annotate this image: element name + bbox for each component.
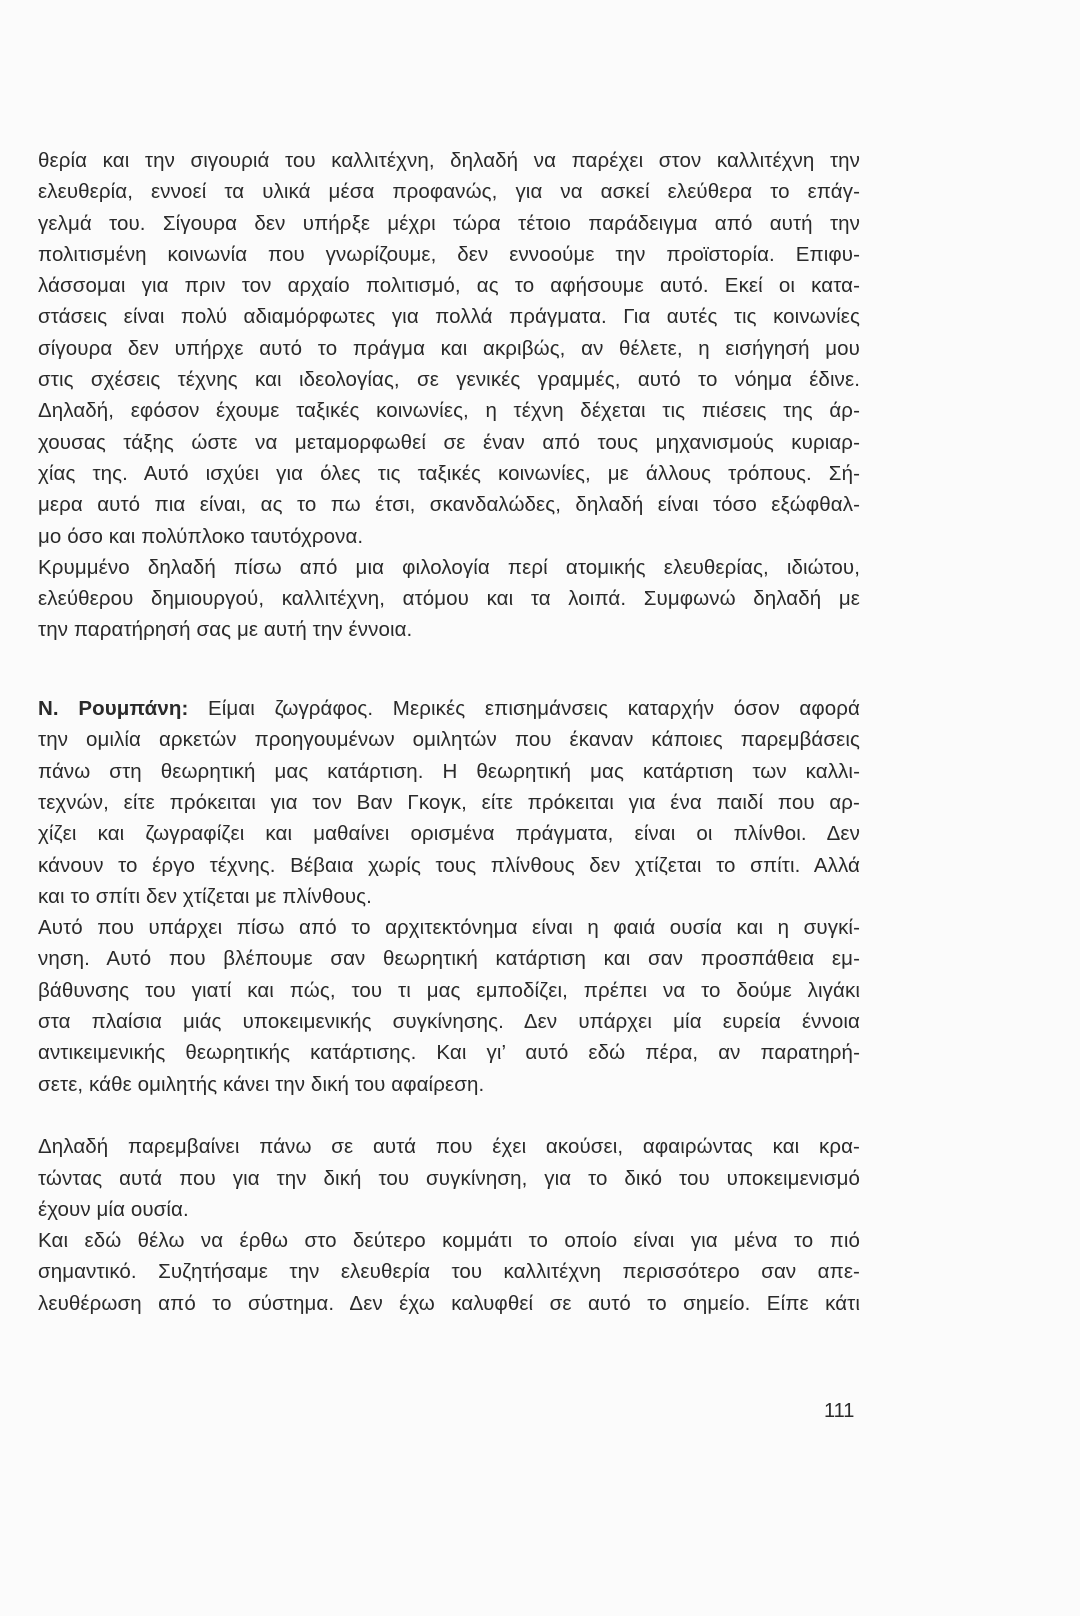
text-line: θερία και την σιγουριά του καλλιτέχνη, δηλαδή να παρέχει στον καλλιτέχνη την [38,149,860,172]
text-line: την ομιλία αρκετών προηγουμένων ομιλητών που έκαναν κάποιες παρεμβάσεις [38,728,860,752]
text-line: βάθυνσης του γιατί και πώς, του τι μας εμποδίζει, πρέπει να το δούμε λιγάκι [38,978,860,1002]
text-line: στις σχέσεις τέχνης και ιδεολογίας, σε γενικές γραμμές, αυτό το νόημα έδινε. [38,368,860,392]
text-line: μερα αυτό πια είναι, ας το πω έτσι, σκανδαλώδες, δηλαδή είναι τόσο εξώφθαλ- [38,493,860,517]
text-line: έχουν μία ουσία. [38,1197,189,1221]
paragraph-spacer [38,646,860,677]
text-line: μο όσο και πολύπλοκο ταυτόχρονα. [38,524,364,548]
text-line: στα πλαίσια μιάς υποκειμενικής συγκίνησης. Δεν υπάρχει μία ευρεία έννοια [38,1010,860,1034]
text-line: σημαντικό. Συζητήσαμε την ελευθερία του καλλιτέχνη περισσότερο σαν απε- [38,1260,860,1284]
paragraph-spacer [38,1100,860,1131]
text-line: Και εδώ θέλω να έρθω στο δεύτερο κομμάτι το οποίο είναι για μένα το πιό [38,1229,860,1253]
text-line [38,693,860,724]
paragraph-6 [38,1225,860,1319]
text-line: Κρυμμένο δηλαδή πίσω από μια φιλολογία περί ατομικής ελευθερίας, ιδιώτου, [38,555,860,579]
paragraph-2 [38,552,860,646]
page-number: 111 [824,1400,855,1422]
text-line: σίγουρα δεν υπήρχε αυτό το πράγμα και ακριβώς, αν θέλετε, η εισήγησή μου [38,336,860,360]
text-column [38,145,860,1319]
speaker-name: Ν. Ρουμπάνη: [38,697,189,721]
text-line: την παρατήρησή σας με αυτή την έννοια. [38,618,413,642]
text-line: τεχνών, είτε πρόκειται για τον Βαν Γκογκ, είτε πρόκειται για ένα παιδί που αρ- [38,790,860,814]
text-line: Δηλαδή, εφόσον έχουμε ταξικές κοινωνίες, η τέχνη δέχεται τις πιέσεις της άρ- [38,399,860,423]
text-line: χουσας τάξης ώστε να μεταμορφωθεί σε έναν από τους μηχανισμούς κυριαρ- [38,430,860,454]
text-line: πάνω στη θεωρητική μας κατάρτιση. Η θεωρητική μας κατάρτιση των καλλι- [38,759,860,783]
text-line: γελμά του. Σίγουρα δεν υπήρξε μέχρι τώρα τέτοιο παράδειγμα από αυτή την [38,211,860,235]
text-line: Αυτό που υπάρχει πίσω από το αρχιτεκτόνημα είναι η φαιά ουσία και η συγκί- [38,916,860,940]
text-line: λάσσομαι για πριν τον αρχαίο πολιτισμό, ας το αφήσουμε αυτό. Εκεί οι κατα- [38,274,860,298]
paragraph-speaker-roumpani [38,693,860,912]
paragraph-spacer [38,677,860,693]
text-line: στάσεις είναι πολύ αδιαμόρφωτες για πολλά πράγματα. Για αυτές τις κοινωνίες [38,305,860,329]
text-line: Δηλαδή παρεμβαίνει πάνω σε αυτά που έχει ακούσει, αφαιρώντας και κρα- [38,1135,860,1159]
text-line: τώντας αυτά που για την δική του συγκίνηση, για το δικό του υποκειμενισμό [38,1166,860,1190]
text-line: κάνουν το έργο τέχνης. Βέβαια χωρίς τους πλίνθους δεν χτίζεται το σπίτι. Αλλά [38,853,860,877]
speaker-text: Είμαι ζωγράφος. Μερικές επισημάνσεις καταρχήν όσον αφορά [188,697,860,721]
text-line: και το σπίτι δεν χτίζεται με πλίνθους. [38,884,372,908]
text-line: πολιτισμένη κοινωνία που γνωρίζουμε, δεν εννοούμε την προϊστορία. Επιφυ- [38,242,860,266]
text-line: λευθέρωση από το σύστημα. Δεν έχω καλυφθεί σε αυτό το σημείο. Είπε κάτι [38,1291,860,1315]
text-line: ελεύθερου δημιουργού, καλλιτέχνη, ατόμου και τα λοιπά. Συμφωνώ δηλαδή με [38,587,860,611]
text-line: σετε, κάθε ομιλητής κάνει την δική του αφαίρεση. [38,1072,485,1096]
paragraph-5 [38,1131,860,1225]
text-line: χίζει και ζωγραφίζει και μαθαίνει ορισμένα πράγματα, είναι οι πλίνθοι. Δεν [38,822,860,846]
paragraph-1 [38,145,860,552]
text-line: χίας της. Αυτό ισχύει για όλες τις ταξικές κοινωνίες, με άλλους τρόπους. Σή- [38,461,860,485]
text-line: ελευθερία, εννοεί τα υλικά μέσα προφανώς, για να ασκεί ελεύθερα το επάγ- [38,180,860,204]
paragraph-4 [38,912,860,1100]
text-line: νηση. Αυτό που βλέπουμε σαν θεωρητική κατάρτιση και σαν προσπάθεια εμ- [38,947,860,971]
text-line: αντικειμενικής θεωρητικής κατάρτισης. Και γι’ αυτό εδώ πέρα, αν παρατηρή- [38,1041,860,1065]
